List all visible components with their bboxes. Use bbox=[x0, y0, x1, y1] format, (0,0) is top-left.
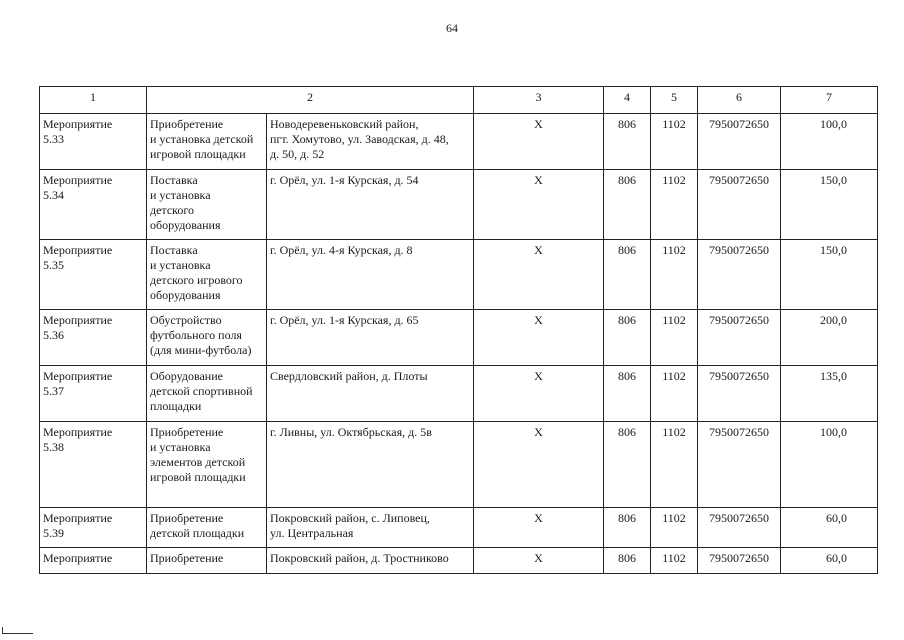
col5-cell: 1102 bbox=[651, 310, 698, 366]
header-cell-2: 2 bbox=[147, 87, 474, 114]
col6-cell: 7950072650 bbox=[698, 422, 781, 508]
table-row bbox=[40, 422, 878, 508]
col5-cell: 1102 bbox=[651, 240, 698, 310]
col5-cell: 1102 bbox=[651, 366, 698, 422]
table-row bbox=[40, 508, 878, 548]
description-cell: Приобретение и установка детской игровой площадки bbox=[147, 114, 267, 170]
header-cell-3: 3 bbox=[474, 87, 604, 114]
corner-mark bbox=[2, 627, 33, 634]
location-cell: Новодеревеньковский район, пгт. Хомутово, ул. Заводская, д. 48, д. 50, д. 52 bbox=[267, 114, 474, 170]
header-cell-4: 4 bbox=[604, 87, 651, 114]
measure-cell: Мероприятие 5.37 bbox=[40, 366, 147, 422]
measure-cell: Мероприятие 5.38 bbox=[40, 422, 147, 508]
location-cell: г. Орёл, ул. 1-я Курская, д. 54 bbox=[267, 170, 474, 240]
description-cell: Поставка и установка детского оборудования bbox=[147, 170, 267, 240]
col5-cell: 1102 bbox=[651, 548, 698, 574]
table-row bbox=[40, 114, 878, 170]
col7-cell: 100,0 bbox=[781, 422, 878, 508]
col3-cell: Х bbox=[474, 548, 604, 574]
col5-cell: 1102 bbox=[651, 170, 698, 240]
location-cell: Свердловский район, д. Плоты bbox=[267, 366, 474, 422]
col6-cell: 7950072650 bbox=[698, 114, 781, 170]
col7-cell: 135,0 bbox=[781, 366, 878, 422]
location-cell: Покровский район, д. Тростниково bbox=[267, 548, 474, 574]
table-row bbox=[40, 170, 878, 240]
col4-cell: 806 bbox=[604, 548, 651, 574]
col6-cell: 7950072650 bbox=[698, 508, 781, 548]
header-cell-1: 1 bbox=[40, 87, 147, 114]
measure-cell: Мероприятие 5.39 bbox=[40, 508, 147, 548]
table-row bbox=[40, 548, 878, 574]
col4-cell: 806 bbox=[604, 310, 651, 366]
col7-cell: 150,0 bbox=[781, 170, 878, 240]
col6-cell: 7950072650 bbox=[698, 548, 781, 574]
col4-cell: 806 bbox=[604, 240, 651, 310]
location-cell: г. Ливны, ул. Октябрьская, д. 5в bbox=[267, 422, 474, 508]
header-row bbox=[40, 87, 878, 114]
description-cell: Приобретение и установка элементов детской игровой площадки bbox=[147, 422, 267, 508]
table-row bbox=[40, 366, 878, 422]
measure-cell: Мероприятие 5.36 bbox=[40, 310, 147, 366]
col4-cell: 806 bbox=[604, 170, 651, 240]
description-cell: Приобретение bbox=[147, 548, 267, 574]
col4-cell: 806 bbox=[604, 508, 651, 548]
col7-cell: 200,0 bbox=[781, 310, 878, 366]
header-cell-6: 6 bbox=[698, 87, 781, 114]
header-cell-5: 5 bbox=[651, 87, 698, 114]
description-cell: Приобретение детской площадки bbox=[147, 508, 267, 548]
location-cell: Покровский район, с. Липовец, ул. Центральная bbox=[267, 508, 474, 548]
description-cell: Поставка и установка детского игрового оборудования bbox=[147, 240, 267, 310]
budget-table bbox=[39, 86, 878, 574]
description-cell: Обустройство футбольного поля (для мини-футбола) bbox=[147, 310, 267, 366]
table-row bbox=[40, 240, 878, 310]
col4-cell: 806 bbox=[604, 422, 651, 508]
col3-cell: Х bbox=[474, 310, 604, 366]
page-number: 64 bbox=[446, 21, 458, 35]
header-cell-7: 7 bbox=[781, 87, 878, 114]
col5-cell: 1102 bbox=[651, 508, 698, 548]
description-cell: Оборудование детской спортивной площадки bbox=[147, 366, 267, 422]
measure-cell: Мероприятие 5.33 bbox=[40, 114, 147, 170]
col3-cell: Х bbox=[474, 508, 604, 548]
col7-cell: 100,0 bbox=[781, 114, 878, 170]
table-row bbox=[40, 310, 878, 366]
col6-cell: 7950072650 bbox=[698, 366, 781, 422]
col3-cell: Х bbox=[474, 422, 604, 508]
col3-cell: Х bbox=[474, 170, 604, 240]
location-cell: г. Орёл, ул. 4-я Курская, д. 8 bbox=[267, 240, 474, 310]
col4-cell: 806 bbox=[604, 366, 651, 422]
col3-cell: Х bbox=[474, 240, 604, 310]
col5-cell: 1102 bbox=[651, 114, 698, 170]
col7-cell: 60,0 bbox=[781, 508, 878, 548]
col3-cell: Х bbox=[474, 114, 604, 170]
col6-cell: 7950072650 bbox=[698, 240, 781, 310]
col7-cell: 150,0 bbox=[781, 240, 878, 310]
col5-cell: 1102 bbox=[651, 422, 698, 508]
col3-cell: Х bbox=[474, 366, 604, 422]
measure-cell: Мероприятие 5.34 bbox=[40, 170, 147, 240]
col6-cell: 7950072650 bbox=[698, 310, 781, 366]
col4-cell: 806 bbox=[604, 114, 651, 170]
measure-cell: Мероприятие bbox=[40, 548, 147, 574]
col7-cell: 60,0 bbox=[781, 548, 878, 574]
col6-cell: 7950072650 bbox=[698, 170, 781, 240]
location-cell: г. Орёл, ул. 1-я Курская, д. 65 bbox=[267, 310, 474, 366]
measure-cell: Мероприятие 5.35 bbox=[40, 240, 147, 310]
